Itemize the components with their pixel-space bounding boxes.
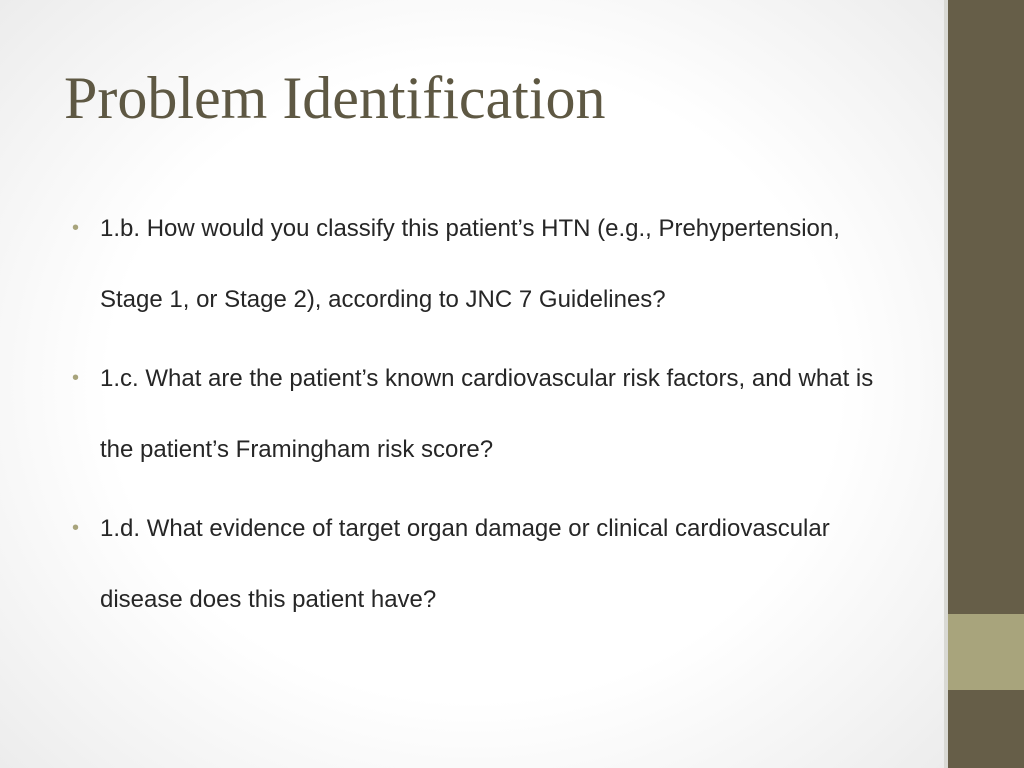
bullet-dot-icon: •	[72, 217, 80, 239]
bullet-dot-icon: •	[72, 367, 80, 389]
bullet-item-1d	[72, 493, 902, 635]
bullet-text: 1.d. What evidence of target organ damage or clinical cardiovascular disease does this patient have?	[100, 515, 830, 613]
bullet-text: 1.b. How would you classify this patient’s HTN (e.g., Prehypertension, Stage 1, or Stage 2), according to JNC 7 Guidelines?	[100, 215, 840, 313]
bullet-item-1b	[72, 193, 902, 335]
bullet-text: 1.c. What are the patient’s known cardiovascular risk factors, and what is the patient’s Framingham risk score?	[100, 365, 874, 463]
bullet-item-1c	[72, 343, 902, 485]
sidebar-accent-block	[948, 614, 1024, 690]
bullet-list	[72, 193, 902, 643]
bullet-dot-icon: •	[72, 517, 80, 539]
slide-title: Problem Identification	[64, 65, 606, 131]
